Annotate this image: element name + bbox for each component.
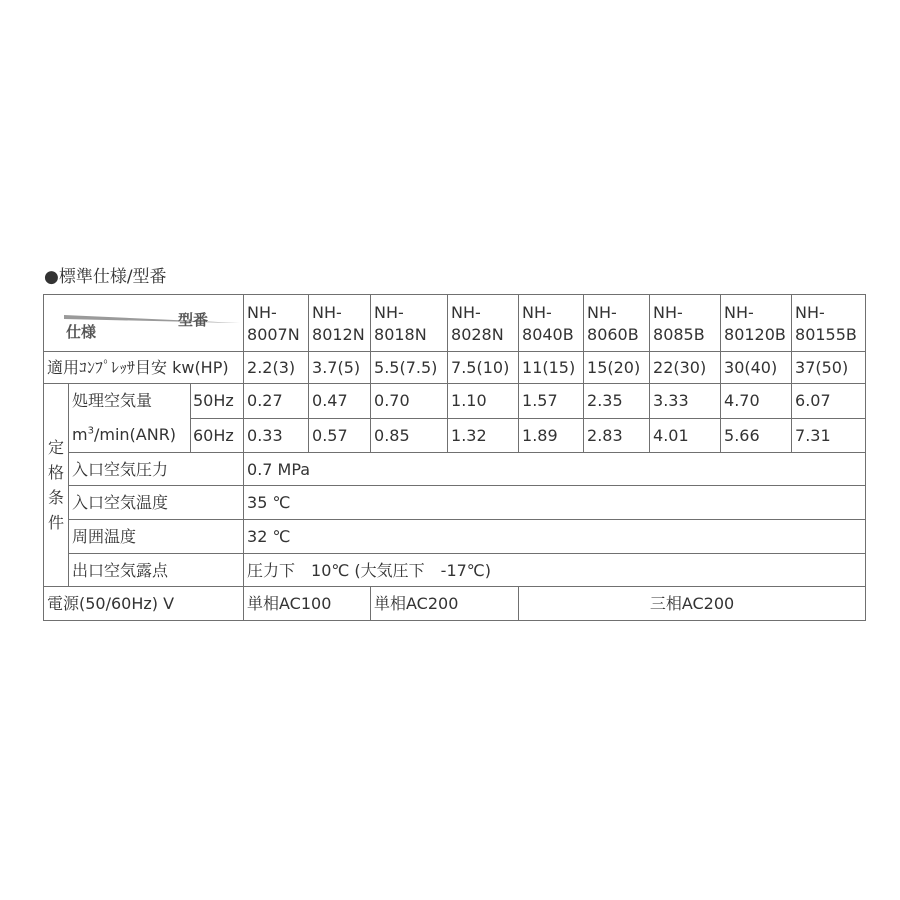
table-cell: 11(15): [519, 352, 584, 384]
row-value: 圧力下 10℃ (大気圧下 -17℃): [244, 554, 866, 587]
table-cell: 7.5(10): [448, 352, 519, 384]
table-cell: 2.83: [584, 418, 650, 453]
corner-diagonal: [44, 295, 244, 352]
rated-conditions-label: 定 格 条 件: [44, 384, 69, 587]
corner-cell: [44, 295, 244, 352]
power-row: [44, 587, 866, 621]
table-cell: 5.66: [721, 418, 792, 453]
table-cell: 1.57: [519, 384, 584, 419]
table-cell: 15(20): [584, 352, 650, 384]
flow-50hz-row: [44, 384, 866, 419]
table-cell: 0.47: [309, 384, 371, 419]
compressor-row: [44, 352, 866, 384]
table-cell: 0.70: [371, 384, 448, 419]
table-cell: 0.57: [309, 418, 371, 453]
inlet-pressure-row: [44, 453, 866, 486]
table-cell: 0.85: [371, 418, 448, 453]
corner-spec-label: 仕様: [66, 323, 97, 341]
model-header: NH- 8007N: [244, 295, 309, 352]
row-value: 35 ℃: [244, 486, 866, 520]
flow-label: 処理空気量 $m^3/\min(ANR)$: [69, 384, 191, 453]
model-header: NH- 8085B: [650, 295, 721, 352]
table-cell: 1.89: [519, 418, 584, 453]
section-title: ●標準仕様/型番: [44, 267, 167, 287]
inlet-temperature-row: [44, 486, 866, 520]
model-header: NH- 8040B: [519, 295, 584, 352]
compressor-label: 適用ｺﾝﾌﾟﾚｯｻ目安 kw(HP): [44, 352, 244, 384]
table-cell: 0.33: [244, 418, 309, 453]
row-label: 入口空気圧力: [69, 453, 244, 486]
power-value: 三相AC200: [519, 587, 866, 621]
hz-60-label: 60Hz: [191, 418, 244, 453]
header-row: [44, 295, 866, 352]
row-label: 出口空気露点: [69, 554, 244, 587]
table-cell: 1.10: [448, 384, 519, 419]
model-header: NH- 8028N: [448, 295, 519, 352]
dew-point-row: [44, 554, 866, 587]
row-value: 32 ℃: [244, 520, 866, 554]
table-cell: 4.70: [721, 384, 792, 419]
row-value: 0.7 MPa: [244, 453, 866, 486]
model-header: NH- 80155B: [792, 295, 866, 352]
table-cell: 4.01: [650, 418, 721, 453]
corner-model-label: 型番: [178, 311, 209, 329]
table-cell: 30(40): [721, 352, 792, 384]
row-label: 入口空気温度: [69, 486, 244, 520]
table-cell: 22(30): [650, 352, 721, 384]
power-value: 単相AC200: [371, 587, 519, 621]
table-cell: 3.7(5): [309, 352, 371, 384]
table-cell: 2.35: [584, 384, 650, 419]
spec-table: [43, 294, 866, 621]
table-cell: 5.5(7.5): [371, 352, 448, 384]
table-cell: 3.33: [650, 384, 721, 419]
table-cell: 1.32: [448, 418, 519, 453]
row-label: 周囲温度: [69, 520, 244, 554]
model-header: NH- 80120B: [721, 295, 792, 352]
model-header: NH- 8060B: [584, 295, 650, 352]
table-cell: 6.07: [792, 384, 866, 419]
table-cell: 37(50): [792, 352, 866, 384]
power-value: 単相AC100: [244, 587, 371, 621]
table-cell: 2.2(3): [244, 352, 309, 384]
table-cell: 0.27: [244, 384, 309, 419]
ambient-temperature-row: [44, 520, 866, 554]
power-label: 電源(50/60Hz) V: [44, 587, 244, 621]
model-header: NH- 8018N: [371, 295, 448, 352]
model-header: NH- 8012N: [309, 295, 371, 352]
table-cell: 7.31: [792, 418, 866, 453]
hz-50-label: 50Hz: [191, 384, 244, 419]
